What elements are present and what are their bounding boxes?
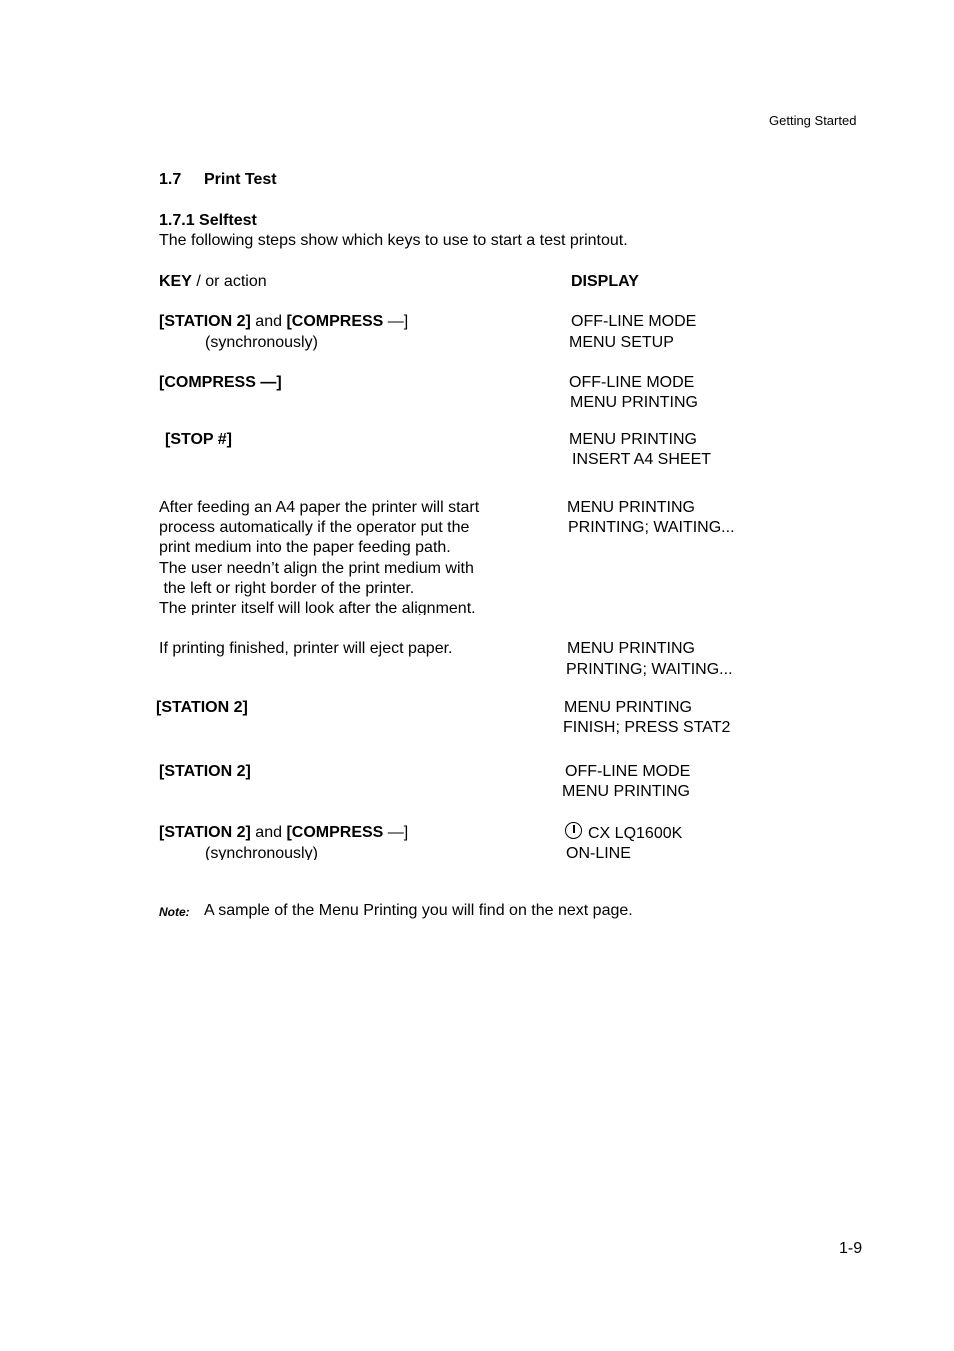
page-number: 1-9 xyxy=(839,1240,863,1257)
subsection-title: 1.7.1 Selftest xyxy=(159,212,257,229)
subsection-intro: The following steps show which keys to use to start a test printout. xyxy=(159,232,628,249)
step-7-display-line1: OFF-LINE MODE xyxy=(565,763,691,780)
step-2-display-line2: MENU PRINTING xyxy=(570,394,698,411)
step-4-line-4: The user needn’t align the print medium with xyxy=(159,560,474,577)
key-station2: [STATION 2] xyxy=(159,824,251,841)
key-compress: [COMPRESS xyxy=(286,824,384,841)
step-6-display-line2: FINISH; PRESS STAT2 xyxy=(563,719,731,736)
step-2-key: [COMPRESS —] xyxy=(159,374,282,391)
key-joiner: and xyxy=(250,313,287,330)
step-5-display-line1: MENU PRINTING xyxy=(567,640,695,657)
section-title: Print Test xyxy=(204,171,277,188)
step-4-display-line2: PRINTING; WAITING... xyxy=(568,519,735,536)
step-4-line-3: print medium into the paper feeding path. xyxy=(159,539,451,556)
step-1-sub: (synchronously) xyxy=(205,334,318,351)
note-label: Note: xyxy=(159,905,190,919)
column-heading-key xyxy=(159,274,267,290)
key-compress-tail: —] xyxy=(383,313,409,330)
key-compress: [COMPRESS xyxy=(286,313,384,330)
step-8-display-line2: ON-LINE xyxy=(566,845,631,862)
step-3-key: [STOP #] xyxy=(165,431,232,448)
power-icon xyxy=(565,822,582,839)
step-5-text: If printing finished, printer will eject paper. xyxy=(159,640,453,657)
key-joiner: and xyxy=(250,824,287,841)
key-compress-tail: —] xyxy=(383,824,409,841)
step-6-key: [STATION 2] xyxy=(156,699,248,716)
step-6-display-line1: MENU PRINTING xyxy=(564,699,692,716)
step-3-display-line2: INSERT A4 SHEET xyxy=(572,451,712,468)
step-4-line-5: the left or right border of the printer. xyxy=(159,580,415,597)
step-4-line-2: process automatically if the operator put the xyxy=(159,519,470,536)
step-4-line-6: The printer itself will look after the alignment. xyxy=(159,601,476,615)
step-8-key xyxy=(159,825,408,841)
step-7-key: [STATION 2] xyxy=(159,763,251,780)
step-1-display-line2: MENU SETUP xyxy=(569,334,674,351)
step-3-display-line1: MENU PRINTING xyxy=(569,431,697,448)
step-4-display-line1: MENU PRINTING xyxy=(567,499,695,516)
note-text: A sample of the Menu Printing you will find on the next page. xyxy=(204,902,633,919)
display-model-text: CX LQ1600K xyxy=(588,825,683,842)
column-heading-display: DISPLAY xyxy=(571,273,639,290)
step-1-display-line1: OFF-LINE MODE xyxy=(571,313,697,330)
step-7-display-line2: MENU PRINTING xyxy=(562,783,690,800)
step-2-display-line1: OFF-LINE MODE xyxy=(569,374,695,391)
key-heading-rest: / or action xyxy=(191,273,267,290)
step-5-display-line2: PRINTING; WAITING... xyxy=(566,661,733,678)
section-number: 1.7 xyxy=(159,171,182,188)
step-1-key xyxy=(159,314,408,330)
key-station2: [STATION 2] xyxy=(159,313,251,330)
step-8-sub: (synchronously) xyxy=(205,846,318,860)
step-4-line-1: After feeding an A4 paper the printer will start xyxy=(159,499,480,516)
step-8-display-line1 xyxy=(565,822,682,842)
running-header: Getting Started xyxy=(769,113,857,128)
key-heading-bold: KEY xyxy=(159,273,192,290)
